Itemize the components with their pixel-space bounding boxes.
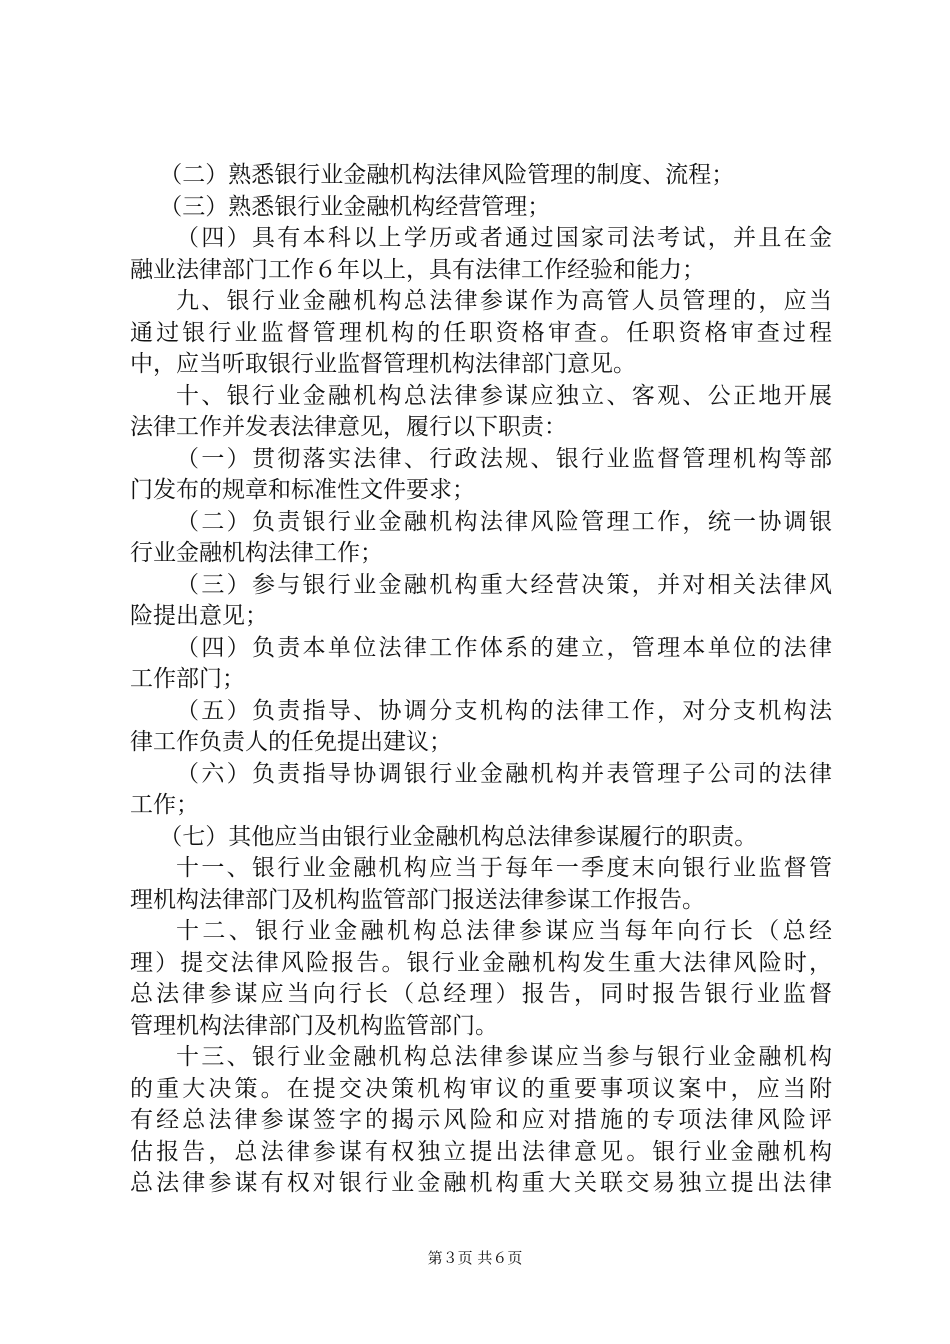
text-line: 总法律参谋应当向行长（总经理）报告，同时报告银行业监督 — [130, 981, 832, 1007]
text-line: 通过银行业监督管理机构的任职资格审查。任职资格审查过程 — [130, 319, 832, 346]
text-line: 门发布的规章和标准性文件要求； — [130, 477, 475, 503]
text-line: 中，应当听取银行业监督管理机构法律部门意见。 — [130, 351, 636, 377]
text-line: 融业法律部门工作６年以上，具有法律工作经验和能力； — [130, 256, 705, 283]
text-line: （一）贯彻落实法律、行政法规、银行业监督管理机构等部 — [176, 445, 832, 472]
text-line: （四）负责本单位法律工作体系的建立，管理本单位的法律 — [176, 634, 832, 661]
text-line: 有经总法律参谋签字的揭示风险和应对措施的专项法律风险评 — [130, 1107, 832, 1133]
text-line: （二）负责银行业金融机构法律风险管理工作，统一协调银 — [176, 508, 832, 535]
text-line: （七）其他应当由银行业金融机构总法律参谋履行的职责。 — [130, 823, 758, 850]
page-footer: 第３页 共６页 — [427, 1249, 523, 1267]
text-line: 理机构法律部门及机构监管部门报送法律参谋工作报告。 — [130, 886, 705, 913]
text-line: 估报告，总法律参谋有权独立提出法律意见。银行业金融机构 — [130, 1138, 832, 1165]
text-line: 十二、银行业金融机构总法律参谋应当每年向行长（总经 — [176, 918, 832, 944]
text-line: （三）参与银行业金融机构重大经营决策，并对相关法律风 — [176, 571, 832, 598]
text-line: （六）负责指导协调银行业金融机构并表管理子公司的法律 — [176, 760, 832, 787]
text-line: 行业金融机构法律工作； — [130, 540, 383, 566]
text-line: （五）负责指导、协调分支机构的法律工作，对分支机构法 — [176, 697, 832, 724]
text-line: 九、银行业金融机构总法律参谋作为高管人员管理的，应当 — [176, 288, 832, 314]
text-line: 法律工作并发表法律意见，履行以下职责： — [130, 414, 567, 440]
text-line: 理）提交法律风险报告。银行业金融机构发生重大法律风险时， — [130, 949, 832, 976]
text-line: 总法律参谋有权对银行业金融机构重大关联交易独立提出法律 — [130, 1170, 832, 1196]
text-line: 工作； — [130, 792, 199, 818]
text-line: 工作部门； — [130, 666, 245, 692]
text-line: 十三、银行业金融机构总法律参谋应当参与银行业金融机构 — [176, 1044, 832, 1070]
text-line: 管理机构法律部门及机构监管部门。 — [130, 1012, 498, 1039]
text-line: 的重大决策。在提交决策机构审议的重要事项议案中，应当附 — [130, 1075, 832, 1102]
text-line: 十、银行业金融机构总法律参谋应独立、客观、公正地开展 — [176, 382, 832, 409]
document-body — [130, 160, 832, 1200]
text-line: （二）熟悉银行业金融机构法律风险管理的制度、流程； — [130, 162, 735, 188]
text-line: （三）熟悉银行业金融机构经营管理； — [130, 193, 551, 220]
text-line: （四）具有本科以上学历或者通过国家司法考试，并且在金 — [176, 225, 832, 251]
text-line: 律工作负责人的任免提出建议； — [130, 729, 452, 755]
text-line: 险提出意见； — [130, 603, 268, 629]
text-line: 十一、银行业金融机构应当于每年一季度末向银行业监督管 — [176, 855, 832, 881]
